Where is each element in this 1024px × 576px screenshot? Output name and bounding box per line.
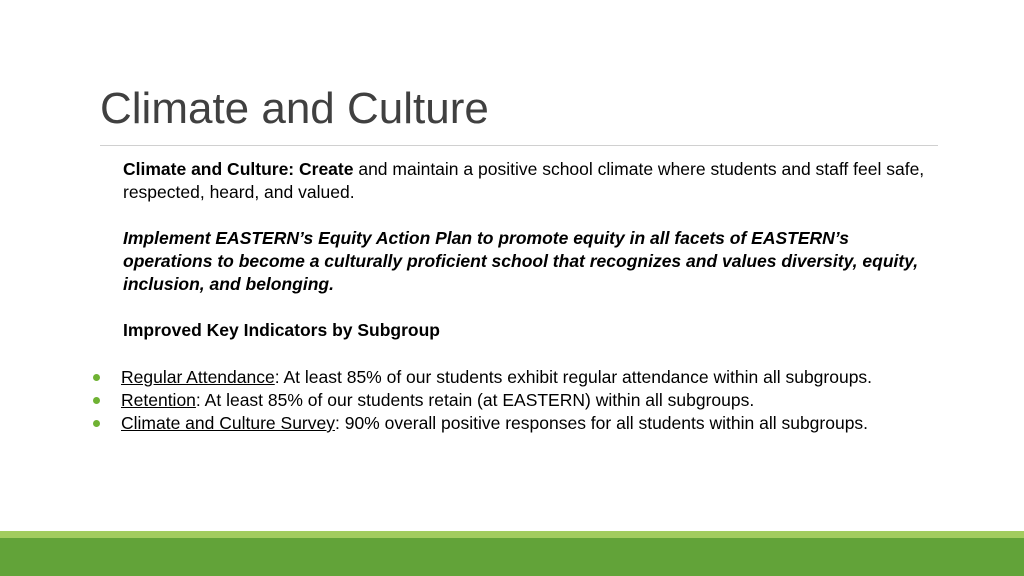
list-item — [88, 366, 888, 389]
list-item — [88, 412, 888, 435]
equity-statement: Implement EASTERN’s Equity Action Plan to promote equity in all facets of EASTERN’s operations to become a culturally proficient school that recognizes and values diversity, equity, inclusion, and belonging. — [123, 228, 919, 294]
indicator-term: Regular Attendance — [121, 367, 275, 387]
bullet-icon — [93, 420, 100, 427]
list-item — [88, 389, 888, 412]
indicator-text: : 90% overall positive responses for all students within all subgroups. — [334, 413, 869, 433]
footer-bar — [0, 538, 1024, 576]
indicator-term: Climate and Culture Survey — [121, 413, 335, 433]
slide-title: Climate and Culture — [100, 84, 489, 133]
intro-label: Climate and Culture: Create — [123, 159, 354, 179]
intro-text: and maintain a positive school climate where students and staff feel safe, respected, heard, and valued. — [123, 159, 925, 202]
bullet-icon — [93, 374, 100, 381]
slide-content — [123, 158, 943, 342]
indicators-heading: Improved Key Indicators by Subgroup — [123, 320, 440, 340]
bullet-icon — [93, 397, 100, 404]
indicator-list — [88, 366, 888, 435]
indicator-text: : At least 85% of our students retain (at EASTERN) within all subgroups. — [195, 390, 755, 410]
indicator-text: : At least 85% of our students exhibit regular attendance within all subgroups. — [274, 367, 873, 387]
footer-accent-stripe — [0, 531, 1024, 538]
indicator-term: Retention — [121, 390, 196, 410]
intro-paragraph — [123, 158, 943, 204]
title-divider — [100, 145, 938, 146]
